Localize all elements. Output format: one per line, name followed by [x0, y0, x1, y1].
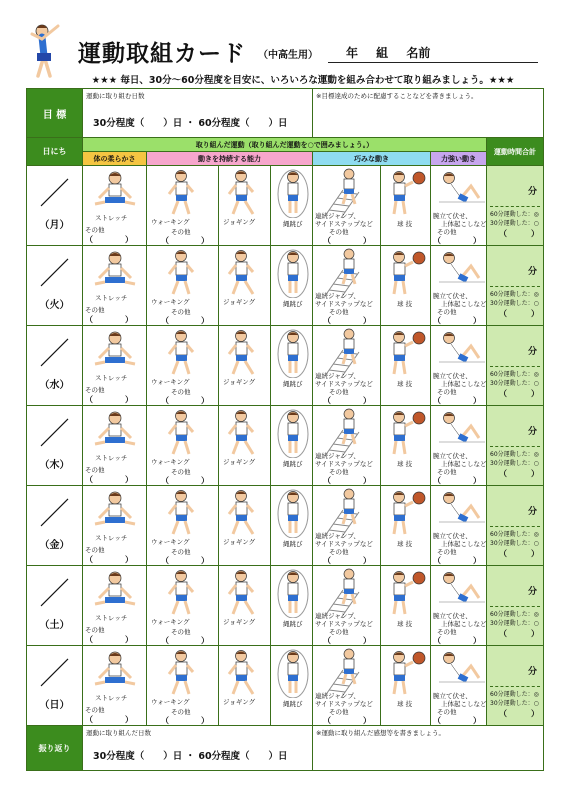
power-cell[interactable] [431, 246, 487, 326]
ball-illustration-icon [383, 248, 433, 300]
ladder-cell[interactable] [313, 406, 381, 486]
ball-label: 球 技 [397, 300, 413, 308]
stretch-label: ストレッチ [95, 294, 128, 302]
sit-illustration-icon [91, 648, 141, 700]
legend-60min: 60分運動した：◎ [490, 611, 539, 618]
blank-parentheses[interactable]: （ ） [323, 716, 371, 725]
power-cell[interactable] [431, 486, 487, 566]
date-cell[interactable] [27, 646, 83, 726]
walking-label: ウォーキング [151, 298, 190, 306]
day-row [27, 486, 544, 566]
day-row [27, 566, 544, 646]
other-label: その他 [171, 708, 191, 716]
other-label: その他 [85, 226, 105, 234]
jogging-cell[interactable] [219, 326, 271, 406]
other-label: その他 [85, 466, 105, 474]
minutes-unit: 分 [527, 267, 537, 277]
power-label-1: 腕立て伏せ、 [433, 452, 472, 460]
legend-30min: 30分運動した：○ [490, 300, 539, 307]
blank-parentheses[interactable]: （ ） [161, 236, 209, 245]
ladder-label-2: サイドステップなど [315, 300, 373, 308]
legend-60min: 60分運動した：◎ [490, 691, 539, 698]
ball-illustration-icon [383, 648, 433, 700]
power-label-2: 上体起こしなど [441, 380, 487, 388]
ladder-cell[interactable] [313, 326, 381, 406]
ladder-label-1: 連続ジャンプ、 [315, 612, 360, 620]
category-flexibility: 体の柔らかさ [83, 152, 147, 166]
rope-label: 縄跳び [283, 540, 303, 548]
jog-illustration-icon [221, 648, 271, 700]
ladder-label-2: サイドステップなど [315, 540, 373, 548]
date-cell[interactable] [27, 326, 83, 406]
total-time-cell[interactable] [487, 406, 544, 486]
walking-label: ウォーキング [151, 458, 190, 466]
walking-label: ウォーキング [151, 538, 190, 546]
power-label-1: 腕立て伏せ、 [433, 372, 472, 380]
total-mark-blank[interactable]: （ ） [499, 709, 539, 718]
rope-label: 縄跳び [283, 700, 303, 708]
legend-30min: 30分運動した：○ [490, 700, 539, 707]
ball-label: 球 技 [397, 620, 413, 628]
power-cell[interactable] [431, 166, 487, 246]
ladder-label-2: サイドステップなど [315, 700, 373, 708]
ladder-label-1: 連続ジャンプ、 [315, 212, 360, 220]
other-label: その他 [329, 708, 349, 716]
power-label-1: 腕立て伏せ、 [433, 692, 472, 700]
blank-parentheses[interactable]: （ ） [161, 396, 209, 405]
blank-parentheses[interactable]: （ ） [433, 476, 481, 485]
other-label: その他 [329, 388, 349, 396]
other-label: その他 [437, 388, 457, 396]
total-mark-blank[interactable]: （ ） [499, 549, 539, 558]
walking-cell[interactable] [147, 166, 219, 246]
ball-illustration-icon [383, 168, 433, 220]
blank-parentheses[interactable]: （ ） [323, 476, 371, 485]
rope-label: 縄跳び [283, 460, 303, 468]
flexibility-cell[interactable] [83, 486, 147, 566]
total-mark-blank[interactable]: （ ） [499, 389, 539, 398]
stretch-label: ストレッチ [95, 374, 128, 382]
blank-parentheses[interactable]: （ ） [85, 555, 133, 564]
other-label: その他 [329, 468, 349, 476]
review-days-cell[interactable] [83, 726, 313, 771]
legend-60min: 60分運動した：◎ [490, 291, 539, 298]
rope-label: 縄跳び [283, 220, 303, 228]
review-note: ※運動に取り組んだ感想等を書きましょう。 [316, 729, 445, 737]
flexibility-cell[interactable] [83, 326, 147, 406]
blank-parentheses[interactable]: （ ） [433, 236, 481, 245]
sit-illustration-icon [91, 568, 141, 620]
blank-parentheses[interactable]: （ ） [161, 716, 209, 725]
minutes-unit: 分 [527, 667, 537, 677]
total-mark-blank[interactable]: （ ） [499, 629, 539, 638]
power-label-2: 上体起こしなど [441, 220, 487, 228]
ladder-label-1: 連続ジャンプ、 [315, 292, 360, 300]
goal-note-cell[interactable] [313, 89, 544, 138]
jogging-cell[interactable] [219, 486, 271, 566]
ball-illustration-icon [383, 328, 433, 380]
jump-rope-cell[interactable] [271, 246, 313, 326]
other-label: その他 [171, 388, 191, 396]
legend-30min: 30分運動した：○ [490, 460, 539, 467]
stretch-label: ストレッチ [95, 694, 128, 702]
flexibility-cell[interactable] [83, 406, 147, 486]
ball-label: 球 技 [397, 700, 413, 708]
walking-cell[interactable] [147, 326, 219, 406]
minutes-unit: 分 [527, 187, 537, 197]
date-cell[interactable] [27, 486, 83, 566]
page-subtitle: （中高生用） [258, 50, 318, 61]
other-label: その他 [437, 628, 457, 636]
page-title: 運動取組カード [78, 41, 246, 67]
ball-games-cell[interactable] [381, 566, 431, 646]
stretch-label: ストレッチ [95, 454, 128, 462]
other-label: その他 [437, 708, 457, 716]
legend-60min: 60分運動した：◎ [490, 531, 539, 538]
other-label: その他 [437, 548, 457, 556]
other-label: その他 [437, 228, 457, 236]
day-row [27, 246, 544, 326]
blank-parentheses[interactable]: （ ） [161, 476, 209, 485]
date-cell[interactable] [27, 246, 83, 326]
blank-parentheses[interactable]: （ ） [323, 636, 371, 645]
blank-parentheses[interactable]: （ ） [161, 556, 209, 565]
power-label-1: 腕立て伏せ、 [433, 532, 472, 540]
stretch-label: ストレッチ [95, 614, 128, 622]
jogging-label: ジョギング [223, 378, 256, 386]
power-cell[interactable] [431, 326, 487, 406]
ball-illustration-icon [383, 408, 433, 460]
ball-illustration-icon [383, 568, 433, 620]
legend-30min: 30分運動した：○ [490, 380, 539, 387]
walking-cell[interactable] [147, 406, 219, 486]
walking-cell[interactable] [147, 566, 219, 646]
jogging-label: ジョギング [223, 698, 256, 706]
day-header: 日にち [27, 138, 83, 166]
jump-rope-cell[interactable] [271, 566, 313, 646]
blank-parentheses[interactable]: （ ） [85, 315, 133, 324]
power-label-2: 上体起こしなど [441, 540, 487, 548]
ladder-cell[interactable] [313, 566, 381, 646]
stretch-label: ストレッチ [95, 534, 128, 542]
weekday-label: （月） [39, 220, 70, 231]
jogging-cell[interactable] [219, 406, 271, 486]
blank-parentheses[interactable]: （ ） [433, 636, 481, 645]
walk-illustration-icon [161, 488, 211, 540]
ladder-label-1: 連続ジャンプ、 [315, 692, 360, 700]
date-cell[interactable] [27, 166, 83, 246]
other-label: その他 [85, 306, 105, 314]
walk-illustration-icon [161, 568, 211, 620]
other-label: その他 [329, 308, 349, 316]
review-days-title: 運動に取り組んだ日数 [86, 729, 151, 737]
legend-30min: 30分運動した：○ [490, 220, 539, 227]
goal-days-cell[interactable] [83, 89, 313, 138]
blank-parentheses[interactable]: （ ） [85, 235, 133, 244]
total-header: 運動時間合計 [487, 138, 544, 166]
blank-parentheses[interactable]: （ ） [85, 715, 133, 724]
jog-illustration-icon [221, 408, 271, 460]
blank-parentheses[interactable]: （ ） [323, 396, 371, 405]
ball-games-cell[interactable] [381, 326, 431, 406]
other-label: その他 [171, 548, 191, 556]
blank-parentheses[interactable]: （ ） [85, 635, 133, 644]
other-label: その他 [85, 626, 105, 634]
activity-header: 取り組んだ運動（取り組んだ運動を○で囲みましょう。） [83, 138, 487, 152]
jogging-cell[interactable] [219, 166, 271, 246]
blank-parentheses[interactable]: （ ） [433, 556, 481, 565]
other-label: その他 [171, 628, 191, 636]
legend-60min: 60分運動した：◎ [490, 371, 539, 378]
walking-cell[interactable] [147, 646, 219, 726]
jogging-cell[interactable] [219, 566, 271, 646]
walk-illustration-icon [161, 168, 211, 220]
power-label-1: 腕立て伏せ、 [433, 612, 472, 620]
minutes-unit: 分 [527, 347, 537, 357]
legend-60min: 60分運動した：◎ [490, 211, 539, 218]
ball-games-cell[interactable] [381, 486, 431, 566]
other-label: その他 [85, 546, 105, 554]
date-slash: ／ [39, 177, 70, 212]
ladder-label-2: サイドステップなど [315, 460, 373, 468]
jump-rope-cell[interactable] [271, 406, 313, 486]
power-label-2: 上体起こしなど [441, 700, 487, 708]
other-label: その他 [85, 706, 105, 714]
walking-label: ウォーキング [151, 698, 190, 706]
other-label: その他 [329, 548, 349, 556]
sit-illustration-icon [91, 408, 141, 460]
flexibility-cell[interactable] [83, 166, 147, 246]
jump-rope-cell[interactable] [271, 326, 313, 406]
weekday-label: （水） [39, 380, 70, 391]
total-mark-blank[interactable]: （ ） [499, 309, 539, 318]
total-time-cell[interactable] [487, 566, 544, 646]
name-underline [328, 62, 538, 63]
date-slash: ／ [39, 577, 70, 612]
power-label-2: 上体起こしなど [441, 620, 487, 628]
date-slash: ／ [39, 257, 70, 292]
other-label: その他 [437, 468, 457, 476]
ball-label: 球 技 [397, 460, 413, 468]
power-cell[interactable] [431, 406, 487, 486]
jump-rope-cell[interactable] [271, 166, 313, 246]
ladder-label-2: サイドステップなど [315, 380, 373, 388]
weekday-label: （火） [39, 300, 70, 311]
blank-parentheses[interactable]: （ ） [161, 316, 209, 325]
other-label: その他 [437, 308, 457, 316]
jogging-cell[interactable] [219, 646, 271, 726]
walk-illustration-icon [161, 408, 211, 460]
rope-label: 縄跳び [283, 300, 303, 308]
weekday-label: （日） [39, 700, 70, 711]
blank-parentheses[interactable]: （ ） [85, 395, 133, 404]
power-cell[interactable] [431, 566, 487, 646]
walk-illustration-icon [161, 328, 211, 380]
jogging-label: ジョギング [223, 538, 256, 546]
weekday-label: （土） [39, 620, 70, 631]
total-time-cell[interactable] [487, 326, 544, 406]
goal-days-title: 運動に取り組む日数 [86, 92, 145, 100]
date-slash: ／ [39, 657, 70, 692]
weekday-label: （木） [39, 460, 70, 471]
power-cell[interactable] [431, 646, 487, 726]
goal-days-line: 30分程度（ ）日 ・ 60分程度（ ）日 [93, 118, 288, 129]
jog-illustration-icon [221, 168, 271, 220]
flexibility-cell[interactable] [83, 246, 147, 326]
jump-rope-cell[interactable] [271, 646, 313, 726]
activity-sheet [26, 88, 544, 771]
ladder-cell[interactable] [313, 246, 381, 326]
jump-rope-cell[interactable] [271, 486, 313, 566]
ladder-cell[interactable] [313, 646, 381, 726]
walking-cell[interactable] [147, 486, 219, 566]
day-row [27, 166, 544, 246]
review-days-line: 30分程度（ ）日 ・ 60分程度（ ）日 [93, 751, 288, 762]
day-row [27, 406, 544, 486]
total-time-cell[interactable] [487, 646, 544, 726]
power-label-1: 腕立て伏せ、 [433, 292, 472, 300]
ball-games-cell[interactable] [381, 646, 431, 726]
minutes-unit: 分 [527, 507, 537, 517]
ball-label: 球 技 [397, 220, 413, 228]
category-endurance: 動きを持続する能力 [147, 152, 313, 166]
legend-30min: 30分運動した：○ [490, 540, 539, 547]
weekday-label: （金） [39, 540, 70, 551]
other-label: その他 [329, 228, 349, 236]
goal-label: 目 標 [27, 89, 83, 138]
ladder-label-1: 連続ジャンプ、 [315, 452, 360, 460]
ladder-label-1: 連続ジャンプ、 [315, 532, 360, 540]
category-skill: 巧みな動き [313, 152, 431, 166]
ladder-label-1: 連続ジャンプ、 [315, 372, 360, 380]
ladder-cell[interactable] [313, 166, 381, 246]
jogging-label: ジョギング [223, 298, 256, 306]
total-time-cell[interactable] [487, 246, 544, 326]
ball-games-cell[interactable] [381, 166, 431, 246]
jog-illustration-icon [221, 248, 271, 300]
stretch-label: ストレッチ [95, 214, 128, 222]
total-mark-blank[interactable]: （ ） [499, 229, 539, 238]
legend-30min: 30分運動した：○ [490, 620, 539, 627]
ladder-label-2: サイドステップなど [315, 220, 373, 228]
rope-label: 縄跳び [283, 620, 303, 628]
blank-parentheses[interactable]: （ ） [323, 556, 371, 565]
jog-illustration-icon [221, 328, 271, 380]
other-label: その他 [171, 228, 191, 236]
ball-illustration-icon [383, 488, 433, 540]
ball-games-cell[interactable] [381, 246, 431, 326]
date-slash: ／ [39, 417, 70, 452]
sit-illustration-icon [91, 168, 141, 220]
total-mark-blank[interactable]: （ ） [499, 469, 539, 478]
flexibility-cell[interactable] [83, 646, 147, 726]
sit-illustration-icon [91, 488, 141, 540]
blank-parentheses[interactable]: （ ） [433, 396, 481, 405]
other-label: その他 [329, 628, 349, 636]
walking-label: ウォーキング [151, 218, 190, 226]
other-label: その他 [85, 386, 105, 394]
day-row [27, 646, 544, 726]
stretching-figure-icon [28, 20, 72, 82]
walk-illustration-icon [161, 248, 211, 300]
jogging-label: ジョギング [223, 218, 256, 226]
sit-illustration-icon [91, 248, 141, 300]
minutes-unit: 分 [527, 427, 537, 437]
date-cell[interactable] [27, 406, 83, 486]
ladder-label-2: サイドステップなど [315, 620, 373, 628]
ladder-cell[interactable] [313, 486, 381, 566]
sit-illustration-icon [91, 328, 141, 380]
minutes-unit: 分 [527, 587, 537, 597]
category-power: 力強い動き [431, 152, 487, 166]
walk-illustration-icon [161, 648, 211, 700]
total-time-cell[interactable] [487, 166, 544, 246]
walking-label: ウォーキング [151, 378, 190, 386]
power-label-2: 上体起こしなど [441, 460, 487, 468]
day-row [27, 326, 544, 406]
ball-label: 球 技 [397, 380, 413, 388]
blank-parentheses[interactable]: （ ） [323, 316, 371, 325]
walking-cell[interactable] [147, 246, 219, 326]
blank-parentheses[interactable]: （ ） [433, 316, 481, 325]
ball-games-cell[interactable] [381, 406, 431, 486]
jog-illustration-icon [221, 488, 271, 540]
blank-parentheses[interactable]: （ ） [161, 636, 209, 645]
blank-parentheses[interactable]: （ ） [85, 475, 133, 484]
jogging-cell[interactable] [219, 246, 271, 326]
flexibility-cell[interactable] [83, 566, 147, 646]
review-row [27, 726, 544, 771]
jogging-label: ジョギング [223, 618, 256, 626]
review-note-cell[interactable] [313, 726, 544, 771]
power-label-2: 上体起こしなど [441, 300, 487, 308]
total-time-cell[interactable] [487, 486, 544, 566]
ball-label: 球 技 [397, 540, 413, 548]
walking-label: ウォーキング [151, 618, 190, 626]
jog-illustration-icon [221, 568, 271, 620]
date-slash: ／ [39, 337, 70, 372]
review-label: 振り返り [27, 726, 83, 771]
blank-parentheses[interactable]: （ ） [323, 236, 371, 245]
goal-note: ※目標達成のために配慮することなどを書きましょう。 [316, 92, 478, 100]
jogging-label: ジョギング [223, 458, 256, 466]
power-label-1: 腕立て伏せ、 [433, 212, 472, 220]
date-cell[interactable] [27, 566, 83, 646]
blank-parentheses[interactable]: （ ） [433, 716, 481, 725]
class-name-label: 年 組 名前 [346, 46, 431, 60]
rope-label: 縄跳び [283, 380, 303, 388]
instruction-banner: ★★★ 毎日、30分〜60分程度を目安に、いろいろな運動を組み合わせて取り組みましょう。★★★ [91, 75, 515, 86]
other-label: その他 [171, 468, 191, 476]
other-label: その他 [171, 308, 191, 316]
date-slash: ／ [39, 497, 70, 532]
legend-60min: 60分運動した：◎ [490, 451, 539, 458]
